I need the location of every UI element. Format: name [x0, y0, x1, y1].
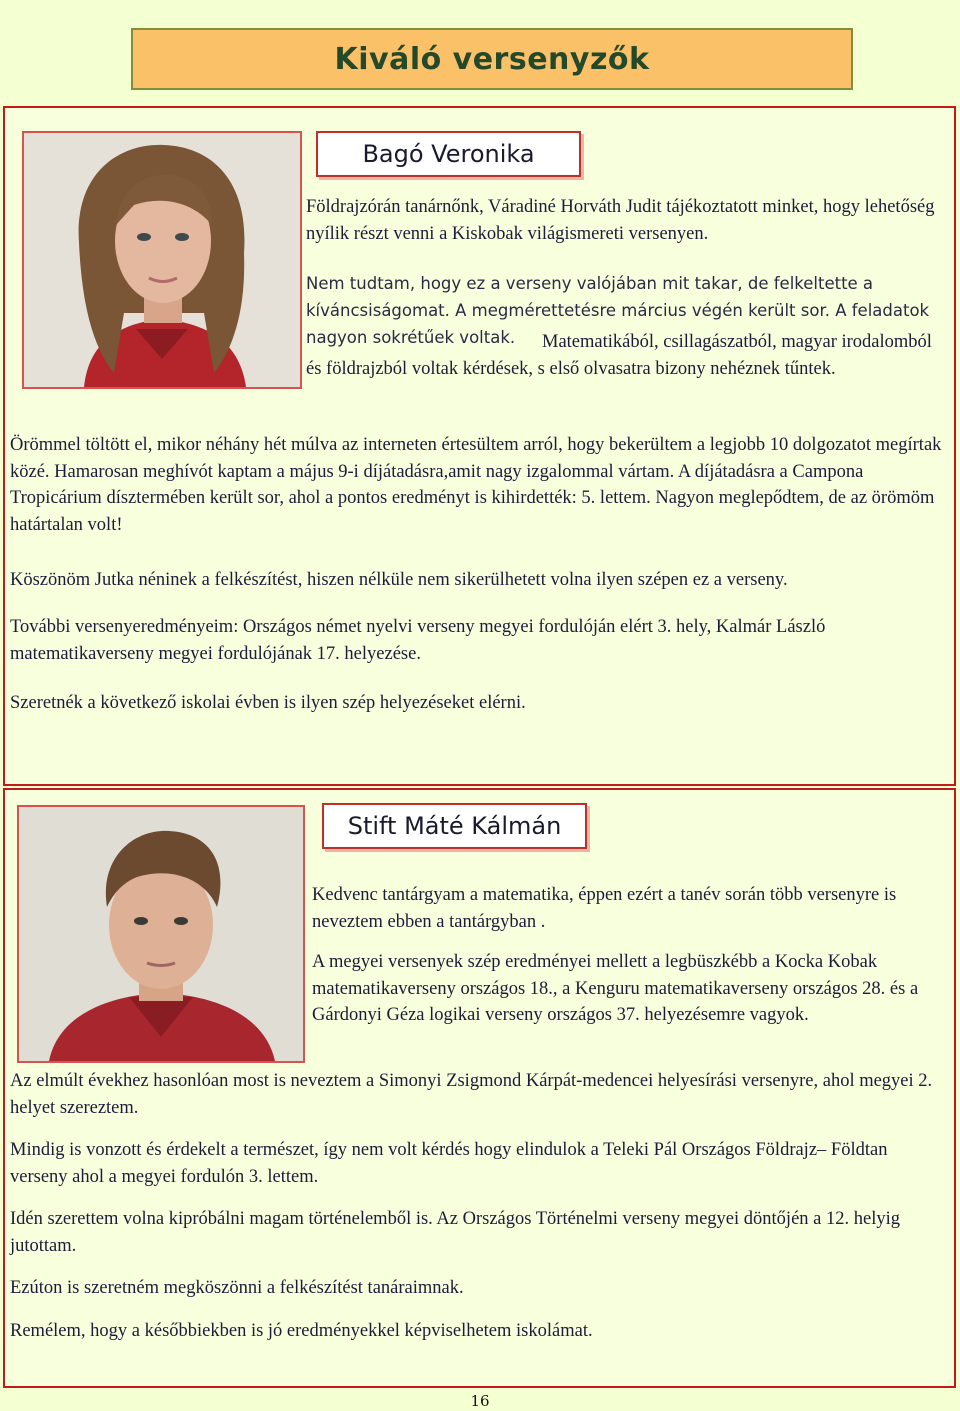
page-title: Kiváló versenyzők — [131, 28, 853, 90]
page-number: 16 — [470, 1392, 490, 1410]
student-name-1: Bagó Veronika — [316, 131, 581, 177]
paragraph: A megyei versenyek szép eredményei mellett a legbüszkébb a Kocka Kobak matematikaverseny országos 18., a Kenguru matematikaverseny országos 28. és a Gárdonyi Géza logikai verseny országos 37. helyezésemre vagyok. — [312, 952, 919, 1025]
paragraph: Örömmel töltött el, mikor néhány hét múlva az interneten értesültem arról, hogy bekerültem a legjobb 10 dolgozatot megírtak közé. Hamarosan meghívót kaptam a május 9-i díjátadásra,amit nagy izgalommal vártam. A díjátadásra a Campona Tropicárium dísztermében került sor, ahol a pontos eredményt is kihirdették: 5. lettem. Nagyon meglepődtem, de az örömöm határtalan volt! — [10, 435, 942, 535]
student-photo-1 — [22, 131, 302, 389]
paragraph: Az elmúlt évekhez hasonlóan most is neveztem a Simonyi Zsigmond Kárpát-medencei helyesírási versenyre, ahol megyei 2. helyet szereztem. — [10, 1071, 933, 1118]
paragraph: Matematikából, csillagászatból, magyar irodalomból és földrajzból voltak kérdések, s első olvasatra bizony nehéznek tűntek. — [306, 332, 932, 379]
paragraph: Kedvenc tantárgyam a matematika, éppen ezért a tanév során több versenyre is neveztem ebben a tantárgyban . — [312, 885, 897, 932]
student-name-2: Stift Máté Kálmán — [322, 803, 587, 849]
paragraph: Idén szerettem volna kipróbálni magam történelemből is. Az Országos Történelmi verseny megyei döntőjén a 12. helyig jutottam. — [10, 1209, 900, 1256]
student-photo-2 — [17, 805, 305, 1063]
paragraph: További versenyeredményeim: Országos német nyelvi verseny megyei fordulóján elért 3. hely, Kalmár László matematikaverseny megyei fordulójának 17. helyezése. — [10, 617, 826, 664]
paragraph: Nem tudtam, hogy ez a verseny valójában mit takar, de felkeltette a kíváncsiságomat. A megmérettetésre március végén került sor. A feladatok nagyon sokrétűek voltak. — [306, 274, 930, 347]
paragraph: Köszönöm Jutka néninek a felkészítést, hiszen nélküle nem sikerülhetett volna ilyen szépen ez a verseny. — [10, 570, 788, 590]
paragraph: Remélem, hogy a későbbiekben is jó eredményekkel képviselhetem iskolámat. — [10, 1321, 593, 1341]
paragraph: Szeretnék a következő iskolai évben is ilyen szép helyezéseket elérni. — [10, 693, 526, 713]
paragraph: Mindig is vonzott és érdekelt a természet, így nem volt kérdés hogy elindulok a Teleki Pál Országos Földrajz– Földtan verseny ahol a megyei fordulón 3. lettem. — [10, 1140, 888, 1187]
paragraph: Ezúton is szeretném megköszönni a felkészítést tanáraimnak. — [10, 1278, 464, 1298]
paragraph: Földrajzórán tanárnőnk, Váradiné Horváth Judit tájékoztatott minket, hogy lehetőség nyílik részt venni a Kiskobak világismereti versenyen. — [306, 197, 935, 244]
